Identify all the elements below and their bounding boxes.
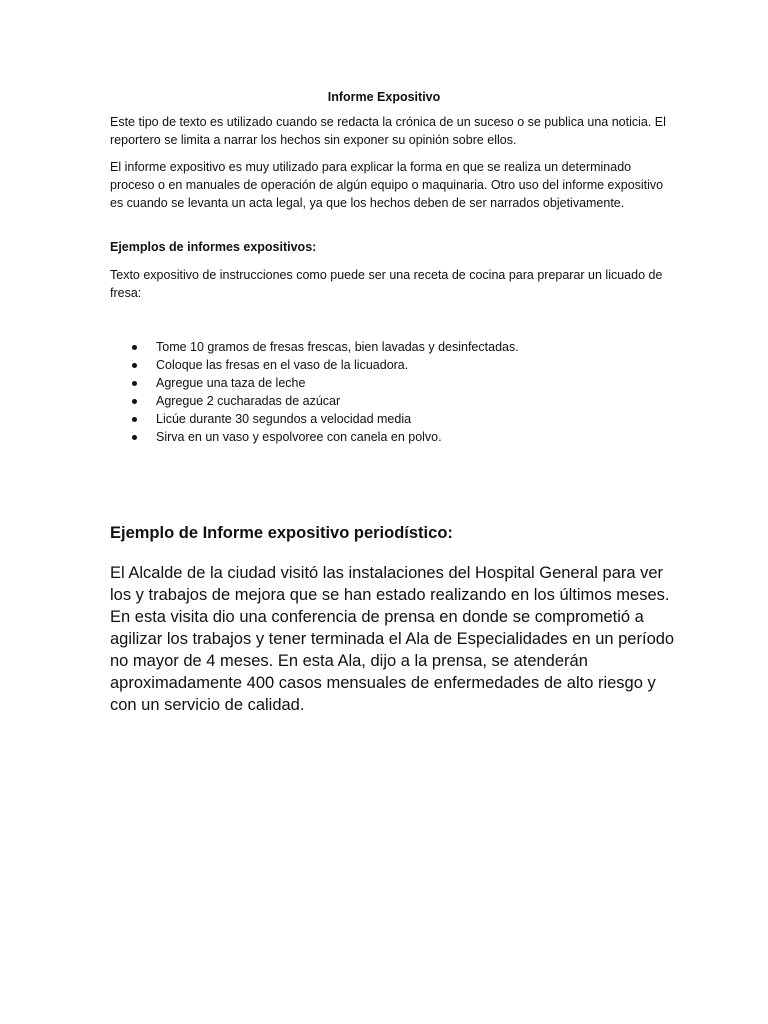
list-item-text: Agregue una taza de leche (156, 376, 306, 390)
article-paragraph: El Alcalde de la ciudad visitó las instalaciones del Hospital General para ver los y trabajos de mejora que se han estado realizando en los últimos meses. En esta visita dio una conferencia de prensa en donde se comprometió a agilizar los trabajos y tener terminada el Ala de Especialidades en un período no mayor de 4 meses. En esta Ala, dijo a la prensa, se atenderán aproximadamente 400 casos mensuales de enfermedades de alto riesgo y con un servicio de calidad. (110, 564, 675, 714)
list-item (110, 410, 670, 428)
bullet-icon (132, 381, 137, 386)
bullet-icon (132, 435, 137, 440)
list-item-text: Tome 10 gramos de fresas frescas, bien lavadas y desinfectadas. (156, 340, 519, 354)
bullet-icon (132, 417, 137, 422)
examples-heading: Ejemplos de informes expositivos: (110, 240, 317, 254)
bullet-icon (132, 345, 137, 350)
list-item (110, 356, 670, 374)
bullet-icon (132, 399, 137, 404)
list-item (110, 374, 670, 392)
list-item-text: Sirva en un vaso y espolvoree con canela en polvo. (156, 430, 442, 444)
list-item-text: Licúe durante 30 segundos a velocidad media (156, 412, 412, 426)
list-item (110, 428, 670, 446)
bullet-icon (132, 363, 137, 368)
list-item (110, 338, 670, 356)
list-item-text: Agregue 2 cucharadas de azúcar (156, 394, 341, 408)
recipe-intro-paragraph: Texto expositivo de instrucciones como puede ser una receta de cocina para preparar un licuado de fresa: (110, 268, 663, 300)
intro-paragraph: Este tipo de texto es utilizado cuando se redacta la crónica de un suceso o se publica una noticia. El reportero se limita a narrar los hechos sin exponer su opinión sobre ellos. (110, 115, 666, 147)
list-item-text: Coloque las fresas en el vaso de la licuadora. (156, 358, 409, 372)
recipe-steps-list (110, 338, 670, 446)
document-title: Informe Expositivo (327, 90, 441, 104)
usage-paragraph: El informe expositivo es muy utilizado para explicar la forma en que se realiza un determinado proceso o en manuales de operación de algún equipo o maquinaria. Otro uso del informe expositivo es cuando se levanta un acta legal, ya que los hechos deben de ser narrados objetivamente. (110, 160, 664, 210)
list-item (110, 392, 670, 410)
section-heading: Ejemplo de Informe expositivo periodístico: (110, 524, 453, 542)
